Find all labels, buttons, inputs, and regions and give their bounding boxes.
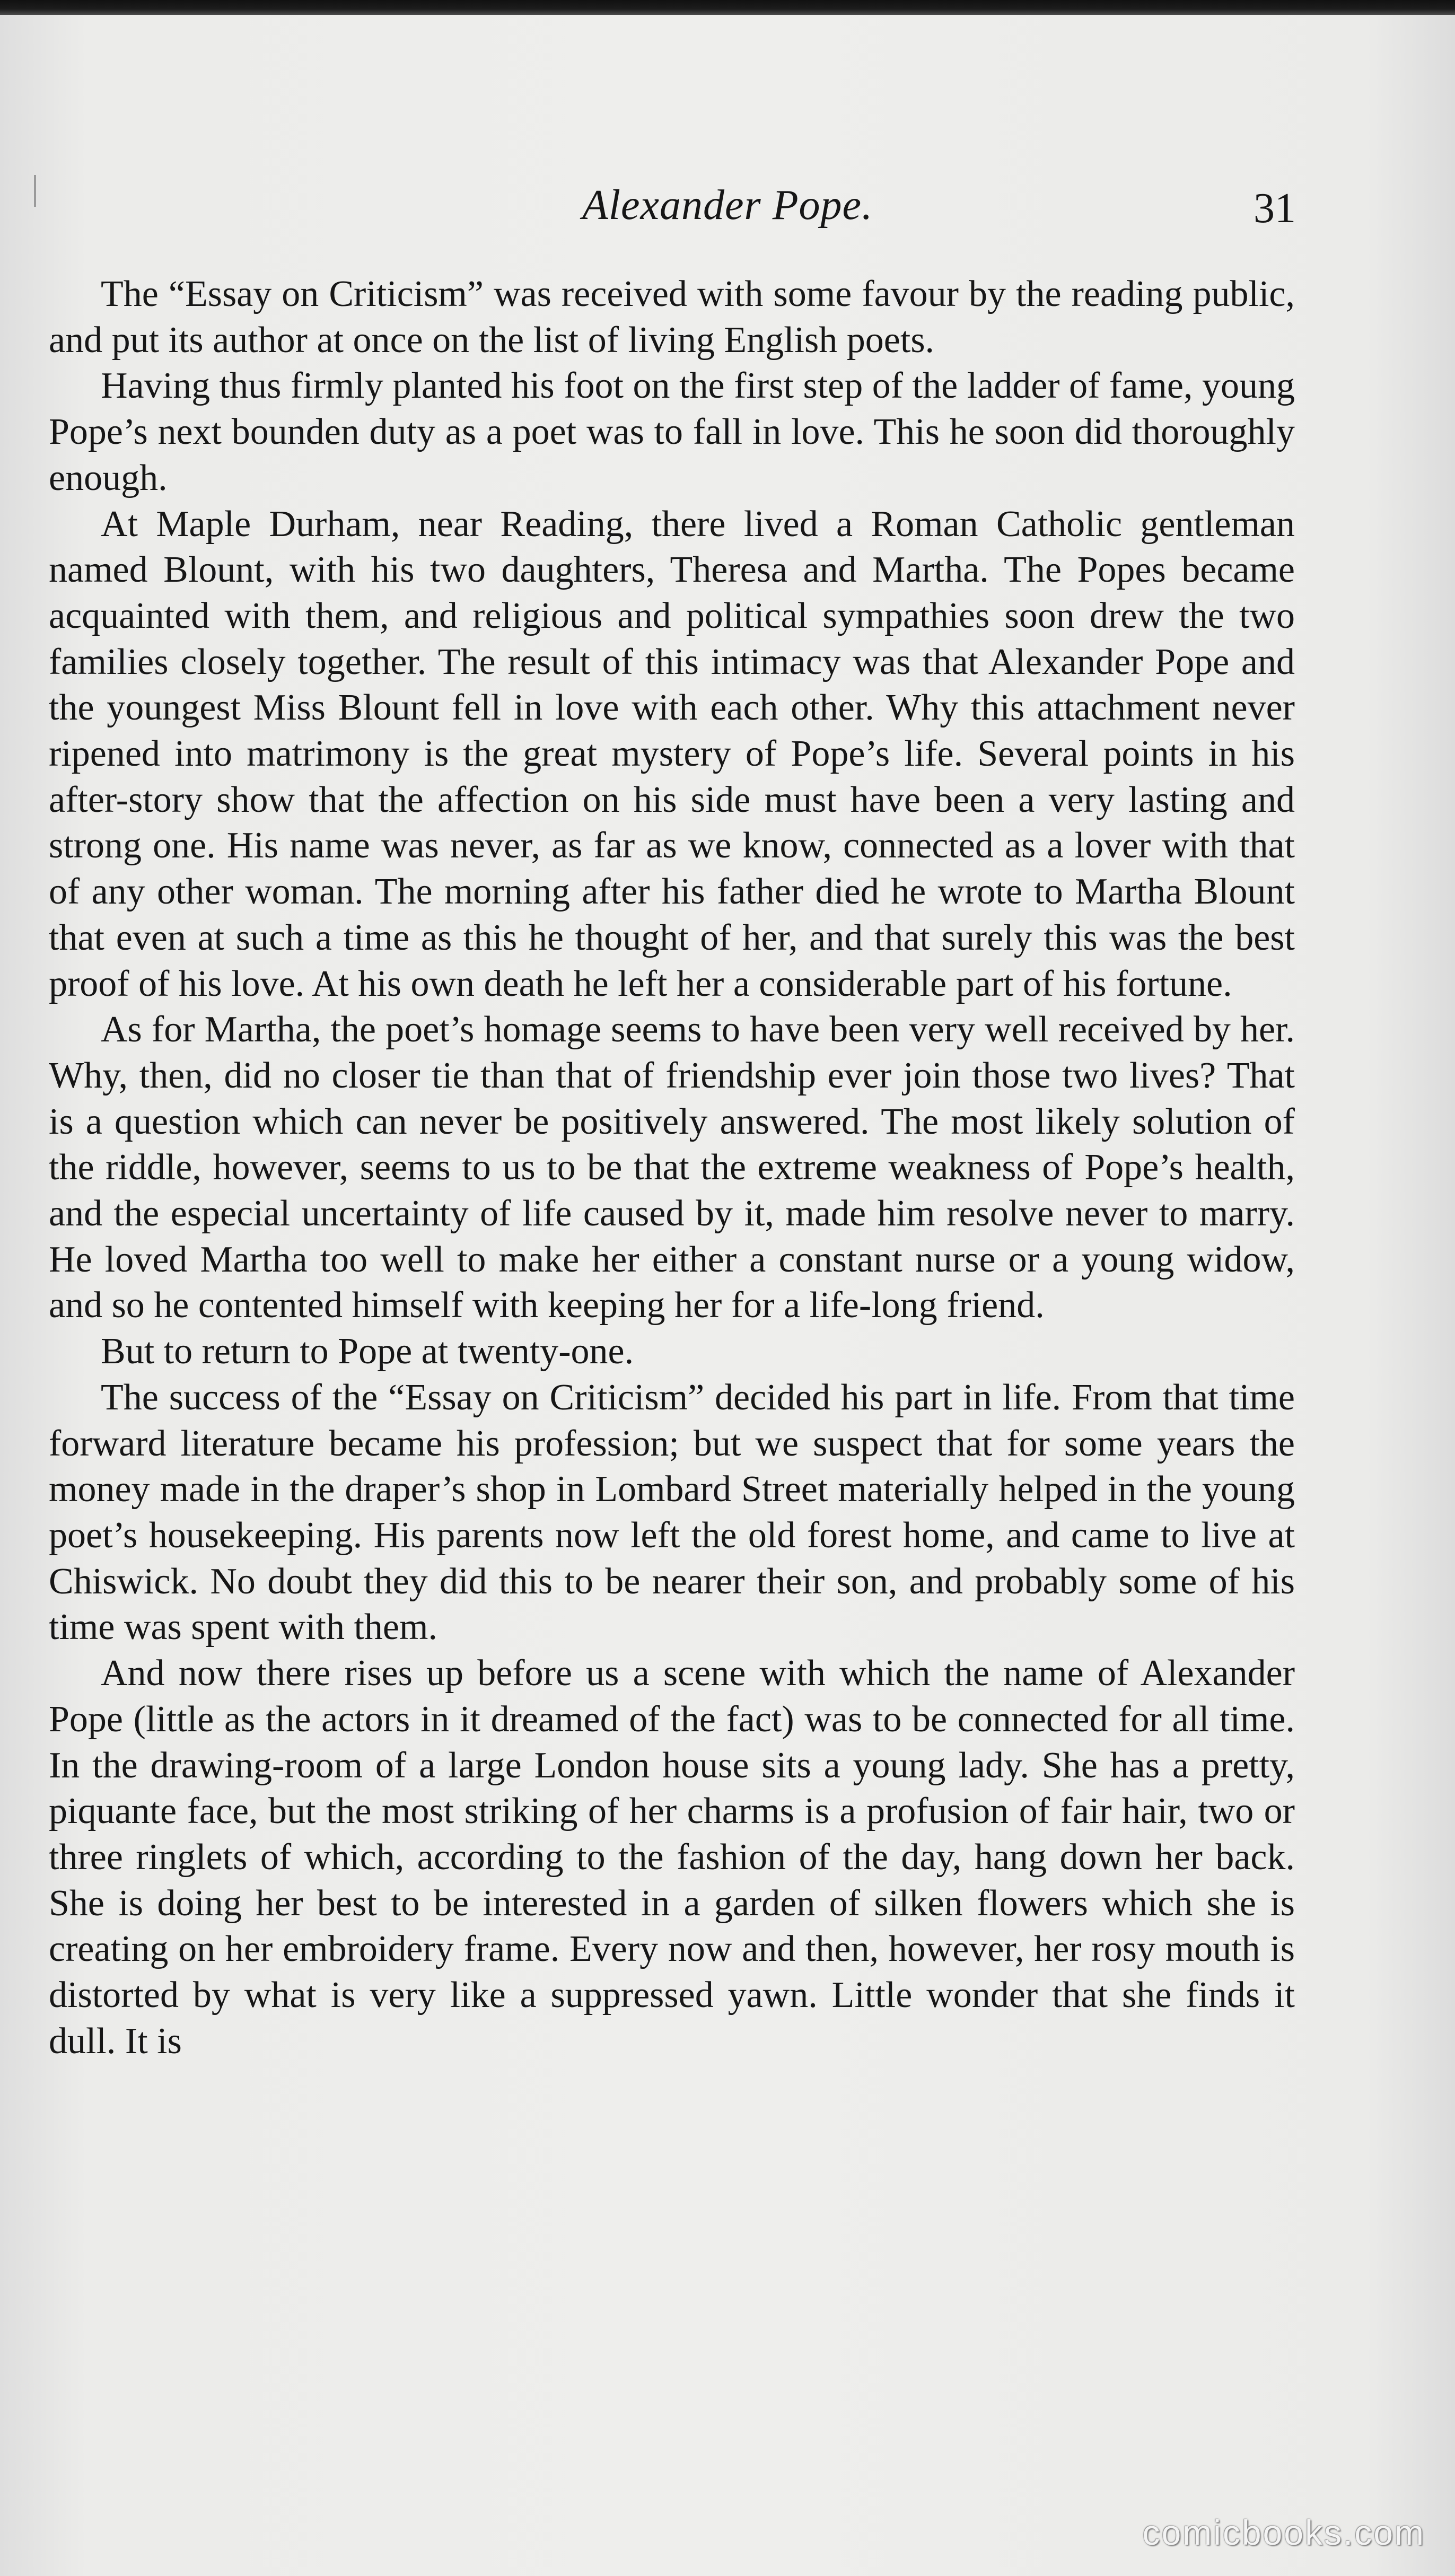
scan-top-edge bbox=[0, 0, 1455, 15]
paragraph: The “Essay on Criticism” was received with some favour by the reading public, and put its author at once on the list of living English poets. bbox=[49, 274, 1295, 361]
running-head bbox=[0, 176, 1455, 234]
paragraph: But to return to Pope at twenty-one. bbox=[101, 1331, 634, 1372]
paragraph: The success of the “Essay on Criticism” decided his part in life. From that time forward literature became his profession; but we suspect that for some years the money made in the draper’s shop in Lombard Street materially helped in the young poet’s housekeeping. His parents now left the old forest home, and came to live at Chiswick. No doubt they did this to be nearer their son, and probably some of his time was spent with them. bbox=[49, 1377, 1295, 1648]
watermark: comicbooks.com bbox=[1142, 2513, 1425, 2552]
body-text bbox=[49, 271, 1295, 2064]
paragraph: As for Martha, the poet’s homage seems to have been very well received by her. Why, then, did no closer tie than that of friendship ever join those two lives? That is a question which can never be positively answered. The most likely solution of the riddle, however, seems to us to be that the extreme weakness of Pope’s health, and the especial uncertainty of life caused by it, made him resolve never to marry. He loved Martha too well to make her either a constant nurse or a young widow, and so he contented himself with keeping her for a life-long friend. bbox=[49, 1009, 1295, 1326]
paragraph: And now there rises up before us a scene with which the name of Alexander Pope (little as the actors in it dreamed of the fact) was to be connected for all time. In the drawing-room of a large London house sits a young lady. She has a pretty, piquante face, but the most striking of her charms is a profusion of fair hair, two or three ringlets of which, according to the fashion of the day, hang down her back. She is doing her best to be interested in a garden of silken flowers which she is creating on her embroidery frame. Every now and then, however, her rosy mouth is distorted by what is very like a suppressed yawn. Little wonder that she finds it dull. It is bbox=[49, 1653, 1295, 2062]
paragraph: Having thus firmly planted his foot on the first step of the ladder of fame, young Pope’s next bounden duty as a poet was to fall in love. This he soon did thoroughly enough. bbox=[49, 365, 1295, 498]
running-title: Alexander Pope. bbox=[582, 182, 873, 229]
page-number: 31 bbox=[1254, 185, 1296, 232]
paragraph: At Maple Durham, near Reading, there lived a Roman Catholic gentleman named Blount, with his two daughters, Theresa and Martha. The Popes became acquainted with them, and religious and political sympathies soon drew the two families closely together. The result of this intimacy was that Alexander Pope and the youngest Miss Blount fell in love with each other. Why this attachment never ripened into matrimony is the great mystery of Pope’s life. Several points in his after-story show that the affection on his side must have been a very lasting and strong one. His name was never, as far as we know, connected as a lover with that of any other woman. The morning after his father died he wrote to Martha Blount that even at such a time as this he thought of her, and that surely this was the best proof of his love. At his own death he left her a considerable part of his fortune. bbox=[49, 503, 1295, 1004]
